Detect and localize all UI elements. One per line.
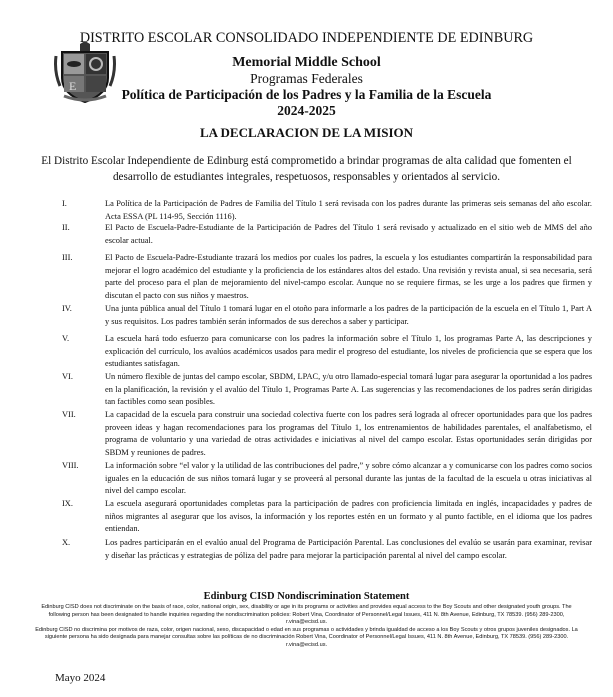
mission-statement: El Distrito Escolar Independiente de Edinburg está comprometido a brindar programas de alta calidad que fomenten el desarrollo de estudiantes integrales, respetuosos, responsables y orientados al servicio.: [41, 155, 572, 183]
svg-text:E: E: [69, 79, 77, 93]
item-number: IV.: [62, 304, 72, 313]
school-year: 2024-2025: [277, 103, 336, 118]
nondiscrimination-title: Edinburg CISD Nondiscrimination Statement: [203, 591, 410, 602]
document-date: Mayo 2024: [55, 672, 106, 684]
policy-item: [62, 371, 592, 409]
policy-item: [62, 333, 592, 371]
item-text: La capacidad de la escuela para construir una sociedad colectiva fuerte con los padres será lograda al ofrecer oportunidades para que los padres proveen ideas y hagan recomendaciones para los programas del Título 1, los entrenamientos de habilidades parentales, el analfabetismo, el programa de voluntario y una variedad de otras actividades e iniciativas al nivel del campo escolar. Estas oportunidades serán dirigidas por SBDM y reuniones de padres.: [105, 410, 592, 457]
item-text: La Política de la Participación de Padres de Familia del Título 1 será revisada con los padres durante las primeras seis semanas del año escolar. Acta ESSA (PL 114-95, Sección 1116).: [105, 199, 592, 221]
policy-item: [62, 537, 592, 562]
item-text: La escuela asegurará oportunidades completas para la participación de padres con proficiencia limitada en inglés, incapacidades y padres de niños migrantes al asegurar que los avisos, la información y los reportes estén en un formato y al punto factible, en el idioma que los padres entiendan.: [105, 499, 592, 534]
item-text: El Pacto de Escuela-Padre-Estudiante de la Participación de Padres del Título 1 será revisado y actualizado en el sitio web de MMS del año escolar actual.: [105, 223, 592, 245]
item-text: Un número flexible de juntas del campo escolar, SBDM, LPAC, y/u otro llamado-especial tomará lugar para asegurar la oportunidad a los padres en la planificación, la revisión y el avalúo del Título 1, Programas Parte A. Las sugerencias y las recomendaciones de los padres serán dirigidas tan factibles como sean posibles.: [105, 372, 592, 407]
item-number: VII.: [62, 410, 76, 419]
policy-item: [62, 498, 592, 536]
item-number: IX.: [62, 499, 73, 508]
item-number: II.: [62, 223, 70, 232]
programs-label: Programas Federales: [250, 71, 363, 86]
mission-heading: LA DECLARACION DE LA MISION: [199, 125, 414, 140]
item-number: III.: [62, 253, 73, 262]
policy-title: Política de Participación de los Padres y la Familia de la Escuela: [121, 87, 492, 102]
nondiscrimination-english: Edinburg CISD does not discriminate on the basis of race, color, national origin, sex, disability or age in its programs or activities and provides equal access to the Boy Scouts and other designated youth groups. The following person has been designated to handle inquiries regarding the nondiscrimination policies: Robert Vina, Coordinator of Personnel/Legal Issues, 411 N. 8th Avenue, Edinburg, TX 78539. (956) 289-2300, r.vina@ecisd.us.: [41, 604, 572, 626]
item-number: VI.: [62, 372, 73, 381]
policy-item: [62, 252, 592, 302]
item-number: V.: [62, 334, 70, 343]
item-number: I.: [62, 199, 67, 208]
nondiscrimination-spanish: Edinburg CISD no discrimina por motivos de raza, color, origen nacional, sexo, discapacidad o edad en sus programas o actividades y brinda igualdad de acceso a los Boy Scouts y otros grupos juveniles designados. La siguiente persona ha sido designada para manejar consultas sobre las políticas de no discriminación Robert Vina, Coordinator of Personnel/Legal Issues, 411 N. 8th Avenue, Edinburg, TX 78539. (956) 289-2300. r.vina@ecisd.us.: [35, 626, 578, 648]
item-text: El Pacto de Escuela-Padre-Estudiante trazará los medios por cuales los padres, la escuela y los estudiantes compartirán la responsabilidad para mejorar el logro académico del estudiante y la proficiencia de los estándares altos del estado. Una revisión y revista anual, si sea necesaria, será parte del proceso para el plan de mejoramiento del nivel-campo escolar. Aunque no se requiere firmas, se les urge a los padres que firmen y discutan el pacto con sus niños y maestros.: [105, 253, 592, 300]
item-text: La escuela hará todo esfuerzo para comunicarse con los padres la información sobre el Título 1, los programas Parte A, las descripciones y explicación del currículo, los avalúos académicos usados para medir el progreso del estudiante, los niveles de proficiencia que se espera que los estudiantes satisfagan.: [105, 334, 592, 369]
item-text: Una junta pública anual del Título 1 tomará lugar en el otoño para informarle a los padres de la participación de la escuela en el Título 1, Part A y sus requisitos. Los padres también serán informados de sus derechos a saber y participar.: [105, 304, 592, 326]
item-number: VIII.: [62, 461, 79, 470]
policy-item: [62, 409, 592, 459]
nondiscrimination-body: [30, 604, 583, 650]
item-text: Los padres participarán en el evalúo anual del Programa de Participación Parental. Las conclusiones del evalúo se usarán para examinar, revisar y diseñar las prácticas y estrategias de póliza del padre para mejorar la participación parental al nivel del campo escolar.: [105, 538, 592, 560]
district-name: DISTRITO ESCOLAR CONSOLIDADO INDEPENDIENTE DE EDINBURG: [79, 30, 534, 46]
item-number: X.: [62, 538, 71, 547]
policy-item: [62, 303, 592, 328]
policy-item: [62, 460, 592, 498]
school-name: Memorial Middle School: [232, 55, 381, 70]
policy-item: [62, 198, 592, 223]
policy-item: [62, 222, 592, 247]
item-text: La información sobre “el valor y la utilidad de las contribuciones del padre,” y sobre cómo alcanzar a y comunicarse con los padres como socios iguales en la educación de sus niños tomará lugar y se proveerá al personal durante las juntas de la facultad de la escuela u otras iniciativas al nivel del campo escolar.: [105, 461, 592, 496]
